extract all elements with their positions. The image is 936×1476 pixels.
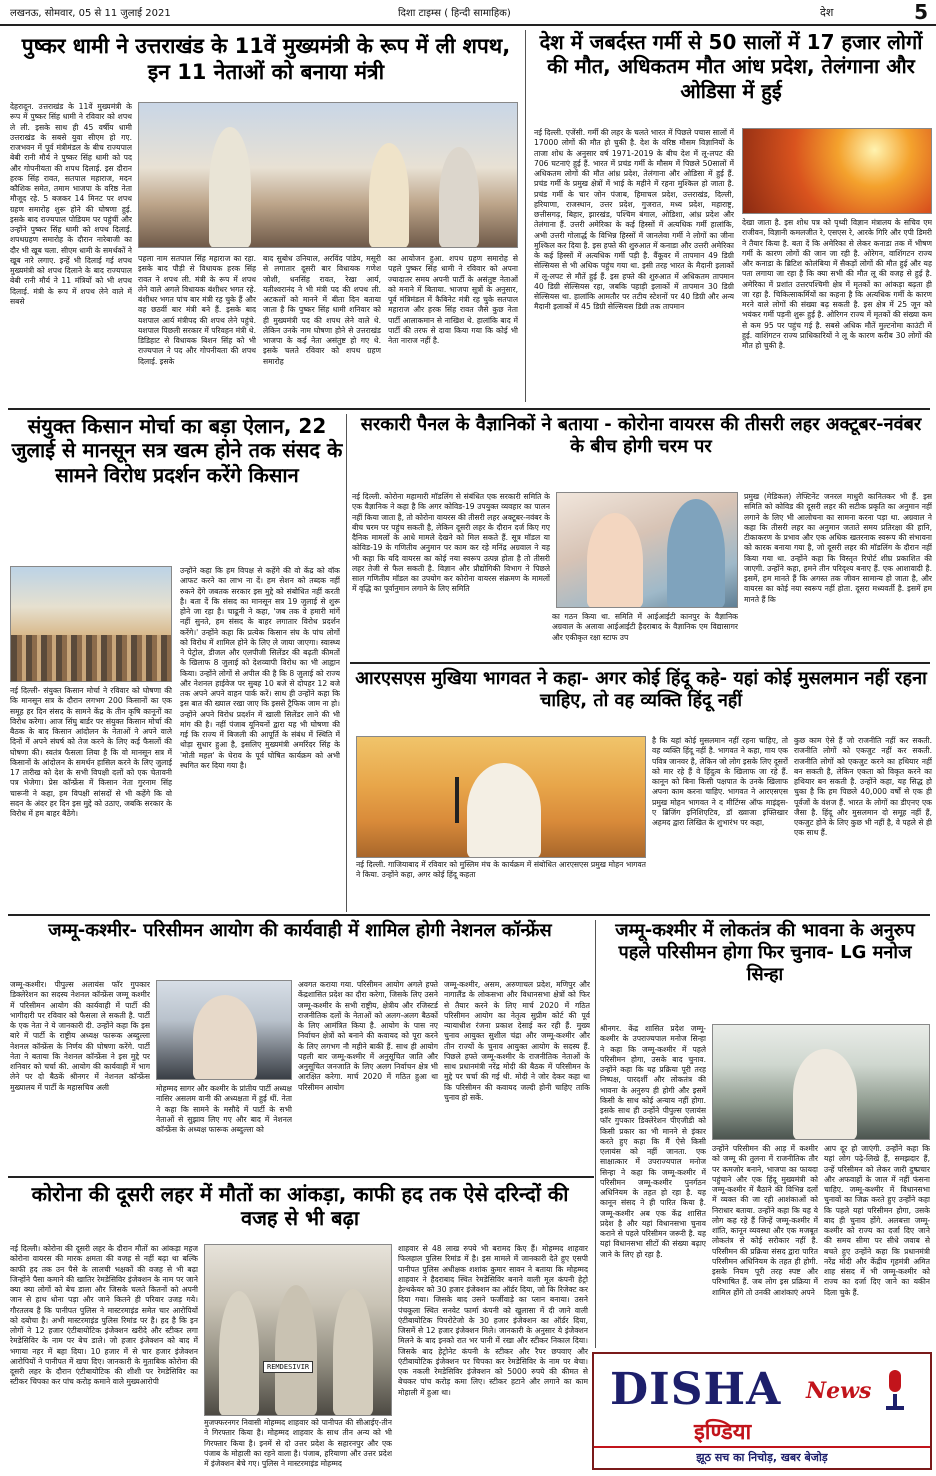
lg-figure — [793, 1049, 857, 1140]
story1-headline: पुष्कर धामी ने उत्तराखंड के 11वें मुख्यमंत्री के रूप में ली शपथ, इन 11 नेताओं को बनाया मंत्री — [21, 34, 511, 84]
crowd-silhouette — [11, 635, 171, 681]
story8-headline: कोरोना की दूसरी लहर में मौतों का आंकड़ा, काफी हद तक ऐसे दरिन्दों की वजह से भी बढ़ा — [31, 1182, 569, 1231]
portrait-figure — [193, 995, 257, 1080]
official-figure — [439, 147, 479, 248]
story8-caption: मुजफ्फरनगर निवासी मोहम्मद शाहवार को पानीपत की सीआईए-तीन ने गिरफ्तार किया है। मोहम्मद शाहवार के साथ तीन अन्य को भी गिरफ्तार किया है। इनमें से दो उत्तर प्रदेश के सहारनपुर और एक पंजाब के मोहाली का रहने वाला है। पंजाब, हरियाणा और उत्तर प्रदेश में इंजेक्शन बेचे गए। पुलिस ने मास्टरमाइंड मोहम्मद — [204, 1418, 392, 1468]
story6-headline: जम्मू-कश्मीर- परिसीमन आयोग की कार्यवाही में शामिल होगी नेशनल कॉन्फ्रेंस — [48, 920, 552, 941]
story7-col2: उन्होंने परिसीमन की आड़ में कश्मीर को जम्मू की तुलना में राजनीतिक तौर पर कमजोर बनाने, भाजपा का फायदा पहुंचाने और एक हिंदू मुख्यमंत्री को जम्मू-कश्मीर में बैठाने की विभिन्न दलों में व्यक्त की जा रही आशंकाओं को निराधार बताया. उन्होंने कहा कि यह ये लोग कह रहे हैं जिन्हें जम्मू-कश्मीर में शांति, कानून व्यवस्था और एक मजबूत लोकतंत्र से कोई सरोकार नहीं है. परिसीमन की प्रक्रिया संसद द्वारा पारित परिसीमन अधिनियम के तहत ही होगी. इसके नियम पूरी तरह स्पष्ट और परिभाषित हैं. जब लोग इस प्रक्रिया में शामिल होंगे तो उनकी आशंकाएं अपने — [712, 1144, 818, 1297]
story3-col2: उन्होंने कहा कि हम विपक्ष से कहेंगे की वो केंद्र को वॉक आफट करने का लाभ ना दें। हम सेशन को तब्दक नहीं रुकने देंगे जबतक सरकार इस मुद्दे को संबोधित नहीं करती है। बता दें कि संसद का मानसून सत्र 19 जुलाई से शुरू होने जा रहा है। चाढूनी ने कहा, 'जब तक वे हमारी मांगें नहीं सुनते, हम संसद के बाहर लगातार विरोध प्रदर्शन करेंगे।' उन्होंने कहा कि प्रत्येक किसान संघ के पांच लोगों को विरोध में शामिल होने के लिए ले जाया जाएगा। स्वास्थ्य ने पेट्रोल, डीजल और एलपीजी सिलेंडर की बढ़ती कीमतों के खिलाफ 8 जुलाई को देशव्यापी विरोध का भी आह्वान किया। उन्होंने लोगों से अपील की है कि 8 जुलाई को राज्य और नेशनल हाईवेज पर सुबह 10 बजे से दोपहर 12 बजे तक अपने अपने वाहन पार्क करें। साथ ही उन्होंने कहा कि इस बात की ख्याल रखा जाए कि इससे ट्रैफिक जाम ना हो। उन्होंने अपने विरोध प्रदर्शन में खाली सिलेंडर लाने की भी मांग की है। नहीं पंजाब यूनियनों द्वारा यह भी घोषणा की गई कि राज्य में बिजली की आपूर्ति के संबंध में स्थिति में थोड़ा सुधार हुआ है, इसलिए मुख्यमंत्री अमरिंदर सिंह के 'मोती महल' के घेराव के पूर्व घोषित कार्यक्रम को अभी स्थगित कर दिया गया है। — [180, 566, 340, 770]
logo-tagline: झूठ सच का निचोड़, खबर बेजोड़ — [594, 1446, 930, 1468]
section-rule — [8, 914, 930, 916]
story6-col1: जम्मू-कश्मीर। पीपुल्स अलायंस फॉर गुपकार डिक्लेरेशन का सदस्य नेशनल कॉन्फ्रेंस जम्मू कश्मीर में परिसीमन आयोग की कार्यवाही में पार्टी की भागीदारी पर रविवार को फैसला ले सकती है. पार्टी के एक नेता ने ये जानकारी दी. उन्होंने कहा कि इस बारे में पार्टी के राष्ट्रीय अध्यक्ष फारूक अब्दुल्ला नेशनल कॉन्फ्रेंस के निर्णय की घोषणा करेंगे. पार्टी नेता ने बताया कि नेशनल कॉन्फ्रेंस ने इस मुद्दे पर शनिवार को चर्चा की. आयोग की कार्यवाही में भाग लेने पर दो बैठकें श्रीनगर में नेशनल कॉन्फ्रेंस मुख्यालय में पार्टी के महासचिव अली — [10, 980, 150, 1092]
column-divider — [595, 920, 596, 1348]
story6-col2: अवगत कराया गया. परिसीमन आयोग अगले हफ्ते केंद्रशासित प्रदेश का दौरा करेगा, जिसके लिए उसने जम्मू-कश्मीर के सभी राष्ट्रीय, क्षेत्रीय और रजिस्टर्ड राजनीतिक दलों के नेताओं को अलग-अलग बैठकों के लिए आमंत्रित किया है. आयोग के पास नए निर्वाचन क्षेत्रों को बनाने की कवायद को पूरा करने के लिए लगभग नौ महीने बाकी हैं. साथ ही आयोग पहली बार जम्मू-कश्मीर में अनुसूचित जाति और अनुसूचित जनजाति के लिए अलग निर्वाचन क्षेत्र भी आरक्षित करेगा. मार्च 2020 में गठित हुआ था परिसीमन आयोग — [298, 980, 438, 1092]
issue-date: लखनऊ, सोमवार, 05 से 11 जुलाई 2021 — [10, 8, 171, 19]
column-divider — [525, 30, 526, 402]
section-name: देश — [820, 6, 834, 19]
health-worker-figure — [667, 499, 725, 608]
story4-col2: का गठन किया था. समिति में आईआईटी कानपुर के वैज्ञानिक अग्रवाल के अलावा आईआईटी हैदराबाद के वैज्ञानिक एम विद्यासागर और एकीकृत रक्षा स्टाफ उप — [552, 612, 738, 642]
section-rule — [8, 408, 930, 410]
cm-figure — [209, 127, 251, 248]
logo-india: इण्डिया — [694, 1420, 752, 1445]
story1-col3: बाद सुबोध उनियाल, अरविंद पांडेय, मसूरी से लगातार दूसरी बार विधायक गणेश जोशी, धनसिंह रावत, रेखा आर्य, यतीश्वरानंद ने भी मंत्री पद की शपथ ली. अटकलों को मानने में बीता दिन बताया जाता है कि पुष्कर सिंह धामी शनिवार को ही मुख्यमंत्री पद की शपथ लेने वाले थे. लेकिन उनके नाम घोषणा होने से उत्तराखंड भाजपा के कई नेता असंतुष्ट हो गए थे. इसके चलते रविवार को शपथ ग्रहण समारोह — [263, 254, 381, 366]
paper-name: दिशा टाइम्स ( हिन्दी सामाहिक) — [398, 8, 511, 19]
story6-caption: मोहम्मद सागर और कश्मीर के प्रांतीय पार्टी अध्यक्ष नासिर असलम वानी की अध्यक्षता में हुई थीं. नेता ने कहा कि सामने के मसौदे में पार्टी के सभी नेताओं से सुझाव लिए गए और बाद में नेशनल कॉन्फ्रेंस के अध्यक्ष फारूक अब्दुल्ला को — [156, 1084, 292, 1134]
oath-ceremony-photo — [138, 102, 518, 248]
story1-col1: देहरादून. उत्तराखंड के 11वें मुख्यमंत्री के रूप में पुष्कर सिंह धामी ने रविवार को शपथ ले ली. इसके साथ ही 45 वर्षीय धामी उत्तराखंड के सबसे युवा सीएम हो गए. राजभवन में पूर्व मंत्रीमंडल के बीच राज्यपाल बेबी रानी मौर्य ने पुष्कर सिंह धामी को पद और गोपनीयता की शपथ दिलाई. इस दौरान हरक सिंह रावत, सतपाल महाराज, मदन कौशिक समेत, तमाम भाजपा के वरिष्ठ नेता मौजूद रहे. 5 बजकर 14 मिनट पर शपथ ग्रहण समारोह शुरू होने की घोषणा हुई. इसके बाद राज्यपाल पोडियम पर पहुंचीं और उन्होंने पुष्कर सिंह धामी को शपथ दिलाई. शपथग्रहण समारोह के दौरान नारेबाजी का दौर भी खूब चला. सीएम धामी के समर्थकों ने खूब नारे लगाए. इन्हें भी दिलाई गई शपथ मुख्यमंत्री को शपथ दिलाने के बाद राज्यपाल बेबी रानी मौर्य ने 11 मंत्रियों को भी शपथ दिलाई. मंत्री के रूप में शपथ लेने वाले में सबसे — [10, 102, 132, 306]
story2-col1: नई दिल्ली. एजेंसी. गर्मी की लहर के चलते भारत में पिछले पचास सालों में 17000 लोगों की मौत हो चुकी है. देश के वरिष्ठ मौसम विज्ञानियों के ताजा शोध के अनुसार वर्ष 1971-2019 के बीच देश में लू-लपट की 706 घटनाएं हुई हैं. भारत में प्रचंड गर्मी के मौसम में पिछले 50सालों में अधिकतम लोगों की मौत आंध्र प्रदेश, तेलंगाना और ओडिसा में हुई हैं. प्रचंड गर्मी के प्रमुख क्षेत्रों में भाई के महीने में रहना मुश्किल हो जाता है. प्रचंड गर्मी के चार जोन पंजाब, हिमाचल प्रदेश, उत्तराखंड, दिल्ली, हरियाणा, राजस्थान, उत्तर प्रदेश, गुजरात, मध्य प्रदेश, महाराष्ट्र, छत्तीसगढ़, बिहार, झारखंड, पश्चिम बंगाल, ओडिशा, आंध्र प्रदेश और तेलंगाना हैं. उत्तरी अमेरिका के कई हिस्सों में अत्यधिक गर्मी हालांकि, अभी उत्तरी गोलार्द्ध के विभिन्न हिस्सों में जानलेवा गर्मी ने लोगों का जीना मुश्किल कर दिया है. इस हफ्ते की शुरुआत में कनाडा और उत्तरी अमेरिका के कई हिस्सों में अत्यधिक गर्मी पड़ी है. वैंकूवर में तापमान 49 डिग्री सेल्सियस से भी अधिक पहुंच गया था. इसी तरह भारत के मैदानी इलाकों में लू-लपट से मौतें हुई हैं. इस हफ्ते की शुरुआत में अधिकतम तापमान 40 डिग्री सेल्सियस रहा, जबकि पहाड़ी इलाकों में तापमान 30 डिग्री सेल्सियस था. हालांकि आमतौर पर तटीय स्टेशनों पर 40 डिग्री और अन्य मैदानी इलाकों में 45 डिग्री सेल्सियस डिग्री तक तापमान — [534, 128, 734, 312]
story6-col3: जम्मू-कश्मीर, असम, अरुणाचल प्रदेश, मणिपुर और नागालैंड के लोकसभा और विधानसभा क्षेत्रों को फिर से तैयार करने के लिए मार्च 2020 में गठित परिसीमन आयोग का नेतृत्व सुप्रीम कोर्ट की पूर्व न्यायाधीश रंजना प्रकाश देसाई कर रही हैं. मुख्य चुनाव आयुक्त सुशील चंद्रा और जम्मू-कश्मीर और तीन राज्यों के चुनाव आयुक्त आयोग के सदस्य हैं. पिछले हफ्ते जम्मू-कश्मीर के राजनीतिक नेताओं के साथ प्रधानमंत्री नरेंद्र मोदी की बैठक में परिसीमन के मुद्दे पर चर्चा की गई थी. मोदी ने जोर देकर कहा था कि परिसीमन की कवायद जल्दी होनी चाहिए ताकि चुनाव हो सकें. — [444, 980, 590, 1102]
story2-col2: देखा जाता है. इस शोध पत्र को पृथ्वी विज्ञान मंत्रालय के सचिव एम राजीवन, विज्ञानी कमलजीत रे, एसएस रे, आरके गिरि और एपी डिमरी ने तैयार किया है. बता दें कि अमेरिका से लेकर कनाडा तक में भीषण गर्मी के कारण लोगों की जान जा रही है. ओरेगन, वाशिंगटन राज्य और कनाडा के ब्रिटिश कोलंबिया में सैकड़ों लोगों की मौत हुई और यह पता लगाया जा रहा है कि क्या सभी की मौत लू की वजह से हुई है. अमेरिका में प्रशांत उत्तरपश्चिमी क्षेत्र में मृतकों का आंकड़ा बढ़ता ही जा रहा है. चिकित्साकर्मियों का कहना है कि अत्यधिक गर्मी के कारण मरने वाले लोगों की संख्या बढ़ सकती है. इस क्षेत्र में 25 जून को भयंकर गर्मी पड़नी शुरू हुई है. ओरिगन राज्य में मृतकों की संख्या कम से कम 95 पर पहुंच गई है. सबसे अधिक मौतें मुल्टनोमा काउंटी में हुई. वाशिंगटन राज्य प्राधिकारियों ने लू के कारण करीब 30 लोगों की मौत हो चुकी है. — [742, 218, 932, 350]
manoj-sinha-photo — [712, 1024, 930, 1140]
farooq-abdullah-photo — [156, 980, 292, 1080]
microphone-icon — [455, 777, 459, 823]
story8-col1: नई दिल्ली। कोरोना की दूसरी लहर के दौरान मौतों का आंकड़ा महज कोरोना वायरस की मारक क्षमता की वजह से नहीं बढ़ा था बल्कि काफी हद तक उन पैसे के लालची भक्षकों की वजह से भी बढ़ा जिन्होंने पैसा कमाने की खातिर रेमडेसिविर इंजेक्शन के नाम पर जाने क्या क्या लोगों को बेच डाला और जिसके चलते कितनों को अपनी जान से हाथ धोना पड़ा और जाने कितने ही परिवार उजड़ गये। गौरतलब है कि पानीपत पुलिस ने मास्टरमाइंड समेत चार आरोपियों को दबोचा है। अभी मास्टरमाइंड पुलिस रिमांड पर है। हद है कि इन लोगों ने 12 हजार एंटीबायोटिक इंजेक्शन खरीदे और स्टीकर लगा रेमडेसिविर के नाम पर बेच डाले। जो हजार इंजेक्शन को बाद में भगाया नहर में बहा दिया। 10 हजार में से चार हजार इंजेक्शन आरोपियों ने पानीपत में खपा दिए। जानकारी के मुताबिक कोरोना की दूसरी लहर के दौरान एंटीबायोटिक की शीशी पर रेमडेसिविर का स्टीकर चिपका कर पांच करोड़ कमाने वाले मुख्यआरोपी — [10, 1244, 198, 1387]
story5-col2: कुछ काम ऐसे हैं जो राजनीति नहीं कर सकती. राजनीति लोगों को एकजुट नहीं कर सकती. राजनीति लोगों को एकजुट करने का हथियार नहीं बन सकती है, लेकिन एकता को विकृत करने का हथियार बन सकती है. उन्होंने कहा, यह सिद्ध हो चुका है कि हम पिछले 40,000 वर्षों से एक ही पूर्वजों के वंशज हैं. भारत के लोगों का डीएनए एक जैसा है. हिंदू और मुसलमान दो समूह नहीं हैं, एकजुट होने के लिए कुछ भी नहीं है, वे पहले से ही एक साथ हैं. — [794, 736, 932, 838]
story4-headline: सरकारी पैनल के वैज्ञानिकों ने बताया - कोरोना वायरस की तीसरी लहर अक्टूबर-नवंबर के बीच होगी चरम पर — [360, 414, 922, 457]
story5-caption: नई दिल्ली. गाजियाबाद में रविवार को मुस्लिम मंच के कार्यक्रम में संबोधित आरएसएस प्रमुख मोहन भागवत ने किया. उन्होंने कहा, अगर कोई हिंदू कहता — [356, 860, 646, 880]
story4-col3: प्रमुख (मेडिकल) लेफ्टिनेंट जनरल माधुरी कानितकर भी हैं. इस समिति को कोविड की दूसरी लहर की सटीक प्रकृति का अनुमान नहीं लगाने के लिए भी आलोचना का सामना करना पड़ा था. अग्रवाल ने कहा कि तीसरी लहर का अनुमान जताते समय प्रतिरक्षा की हानि, टीकाकरण के प्रभाव और एक अधिक खतरनाक स्वरूप की संभावना को कारक बनाया गया है, जो दूसरी लहर की मॉडलिंग के दौरान नहीं किया गया था. उन्होंने कहा कि विस्तृत रिपोर्ट शीघ्र प्रकाशित की जाएगी. उन्होंने कहा, हमने तीन परिदृश्य बनाए हैं. एक आशावादी है. इसमें, हम मानते हैं कि अगस्त तक जीवन सामान्य हो जाता है, और वायरस का कोई नया स्वरूप नहीं होता. दूसरा मध्यवर्ती है. इसमें हम मानते हैं कि — [744, 492, 932, 604]
story8-col2: शाहवार से 48 लाख रुपये भी बरामद किए हैं। मोहम्मद शाहवार फिलहाल पुलिस रिमांड में है। इस मामले में जानकारी देते हुए एसपी पानीपत पुलिस अधीक्षक शशांक कुमार सावन ने बताया कि मोहम्मद शाहवार ने हैदराबाद स्थित रेमडेसिविर बनाने वाली मूल कंपनी हेट्रो हेल्थकेयर को 30 हजार इंजेक्शन का ऑर्डर दिया, जो कि रिजेक्ट कर दिया गया। जिसके बाद उसने फर्जीवाड़े का प्लान बनाया। उसने पंचकूला स्थित सनवेट फार्मा कंपनी को खुलासा में दी जाने वाली एंटीबायोटिक पिपरोटेजो के 30 हजार इंजेक्शन का ऑर्डर दिया, जिसमें से 12 हजार इंजेक्शन मिले। जानकारी के अनुसार ये इंजेक्शन मिलने के बाद इनको रात भर पानी में रखा और स्टीकर निकाल दिया। जिसके बाद हेट्रोनेट कंपनी के स्टीकर और रैपर छपवाए और एंटीबायोटिक इंजेक्शन पर चिपका कर रेमडेसिविर के नाम पर बेचा। एक नकली रेमडेसिविर इंजेक्शन को 5000 रुपये की कीमत से बेचकर पांच करोड़ कमा लिए। स्टीकर हटाने और लगाने का काम मोहाली में हुआ था। — [398, 1244, 588, 1397]
logo-news: News — [806, 1378, 872, 1404]
story4-col1: नई दिल्ली. कोरोना महामारी मॉडलिंग से संबंधित एक सरकारी समिति के एक वैज्ञानिक ने कहा है कि अगर कोविड-19 उपयुक्त व्यवहार का पालन नहीं किया जाता है, तो कोरोना वायरस की तीसरी लहर अक्टूबर-नवंबर के बीच चरम पर पहुंच सकती है, लेकिन दूसरी लहर के दौरान दर्ज किए गए दैनिक मामलों के आधे मामले देखने को मिल सकते हैं. सूत्र मॉडल या कोविड-19 के गणितीय अनुमान पर काम कर रहे मनिंद्र अग्रवाल ने यह भी कहा कि यदि वायरस का कोई नया स्वरूप उत्पन्न होता है तो तीसरी लहर तेजी से फैल सकती है. विज्ञान और प्रौद्योगिकी विभाग ने पिछले साल गणितीय मॉडल का उपयोग कर कोरोना वायरस संक्रमण के मामलों में वृद्धि का पूर्वानुमान लगाने के लिए समिति — [352, 492, 550, 594]
accused-figure-2 — [275, 1285, 317, 1416]
disha-news-logo — [592, 1352, 932, 1470]
microphone-icon — [880, 1368, 910, 1412]
arrested-accused-photo — [204, 1244, 392, 1416]
section-rule — [8, 1176, 594, 1178]
speaker-figure — [467, 763, 541, 858]
column-divider — [346, 414, 347, 912]
story7-col1: श्रीनगर. केंद्र शासित प्रदेश जम्मू-कश्मीर के उपराज्यपाल मनोज सिन्हा ने कहा कि जम्मू-कश्मीर में पहले परिसीमन होगा, उसके बाद चुनाव. उन्होंने कहा कि यह प्रक्रिया पूरी तरह निष्पक्ष, पारदर्शी और लोकतंत्र की भावना के अनुरुप ही होगी और इसमें किसी के साथ कोई अन्याय नहीं होगा. इसके साथ ही उन्होंने पीपुल्स एलायंस फॉर गुपकार डिक्लेरेशन पीएजीडी को किसी प्रकार का भी मानने से इंकार करते हुए कहा कि मैं ऐसे किसी एलायंस को नहीं जानता. एक साक्षात्कार में उपराज्यपाल मनोज सिन्हा ने कहा कि जम्मू-कश्मीर में परिसीमन जम्मू-कश्मीर पुनर्गठन अधिनियम के तहत हो रहा है. यह कानून संसद ने ही पारित किया है. जम्मू-कश्मीर अब एक केंद्र शासित प्रदेश है और यहां विधानसभा चुनाव कराने से पहले परिसीमन जरूरी है. यह यहां विधानसभा सीटों की संख्या बढ़ाए जाने के लिए हो रहा है. — [600, 1024, 706, 1259]
story5-headline: आरएसएस मुखिया भागवत ने कहा- अगर कोई हिंदू कहे- यहां कोई मुसलमान नहीं रहना चाहिए, तो वह व्यक्ति हिंदू नहीं — [355, 668, 927, 711]
story3-col1: नई दिल्ली- संयुक्त किसान मोर्चा ने रविवार को घोषणा की कि मानसून सत्र के दौरान लगभग 200 किसानों का एक समूह हर दिन संसद के सामने केंद्र के तीन कृषि कानूनों का विरोध करेगा। आज सिंघु बार्डर पर संयुक्त किसान मोर्चा की बैठक के बाद किसान आंदोलन के नेताओं ने अपने वाले दिनों में अपने संघर्ष को तेज करने के लिए कई फैसलों की घोषणा की। स्वतंत्र फैसला लिया है कि वो मानसून सत्र में किसानों के आंदोलन के समर्थन हासिल करने के लिए जुलाई 17 तारीख को देश के सभी विपक्षी दलों को एक चेतावनी पत्र भेजेगा। प्रेस कॉन्फ्रेंस में किसान नेता गुरनाम सिंह चारूनी ने कहा, हम विपक्षी सांसदों से भी कहेंगे कि वो सदन के अंदर हर दिन इस मुद्दे को उठाए, जबकि सरकार के विरोध में हम बाहर बैठेंगे। — [10, 686, 172, 818]
accused-figure-3 — [333, 1289, 373, 1416]
logo-brand: DISHA — [610, 1364, 782, 1415]
vaccination-photo — [556, 492, 738, 608]
story1-col2: पहला नाम सतपाल सिंह महाराज का रहा. इसके बाद पौड़ी से विधायक हरक सिंह रावत ने शपथ ली. मंत्री के रूप में शपथ लेने वाले अगले विधायक बंशीधर भगत रहे. बंशीधर भगत पांच बार मंत्री रह चुके हैं और वह छठवीं बार मंत्री बने हैं. इसके बाद यशपाल आर्य मंत्रीपद की शपथ लेने पहुंचे. यशपाल पिछली सरकार में परिवहन मंत्री थे. डिडिहाट से विधायक बिशन सिंह को भी राज्यपाल ने पद और गोपनीयता की शपथ दिलाई. इसके — [138, 254, 256, 366]
section-rule — [350, 662, 930, 664]
child-figure — [587, 513, 643, 608]
story7-headline: जम्मू-कश्मीर में लोकतंत्र की भावना के अनुरुप पहले परिसीमन होगा फिर चुनाव- LG मनोज सिन्हा — [615, 920, 915, 985]
accused-figure-1 — [219, 1291, 259, 1416]
story7-col3: आप दूर हो जाएंगी. उन्होंने कहा कि यहां लोग पढ़े-लिखे हैं, समझदार हैं, उन्हें परिसीमन को लेकर जारी दुष्प्रचार और अफवाहों के जाल में नहीं फंसना चाहिए. जम्मू-कश्मीर में विधानसभा चुनावों का जिक्र करते हुए उन्होंने कहा कि पहले यहां परिसीमन होगा, उसके बाद ही चुनाव होंगे. अलबत्ता जम्मू-कश्मीर को राज्य का दर्जा दिए जाने की समय सीमा पर सीधे जवाब से बचते हुए उन्होंने कहा कि प्रधानमंत्री नरेंद्र मोदी और केंद्रीय गृहमंत्री अमित शाह संसद में भी जम्मू-कश्मीर को राज्य का दर्जा दिए जाने का यकीन दिला चुके हैं. — [824, 1144, 930, 1297]
heatwave-photo — [742, 128, 932, 214]
governor-figure — [369, 143, 409, 248]
masthead — [0, 0, 936, 26]
story2-headline: देश में जबर्दस्त गर्मी से 50 सालों में 17 हजार लोगों की मौत, अधिकतम मौत आंध प्रदेश, तेलंगाना और ओडिसा में हुई — [539, 30, 923, 103]
story5-col1: है कि यहां कोई मुसलमान नहीं रहना चाहिए, तो वह व्यक्ति हिंदू नहीं है. भागवत ने कहा, गाय एक पवित्र जानवर है, लेकिन जो लोग इसके लिए दूसरों को मार रहे हैं वे हिंदुत्व के खिलाफ जा रहे हैं. कानून को बिना किसी पक्षपात के उनके खिलाफ अपना काम करना चाहिए. भागवत ने आरएसएस प्रमुख मोहन भागवत ने द मीटिंग्स ऑफ माइंड्स- ए ब्रिजिंग इनिशिएटिव, डॉ ख्वाजा इफ्तिखार अहमद द्वारा लिखित के शुभारंभ पर कहा, — [652, 736, 788, 827]
page-number: 5 — [914, 0, 928, 24]
bhagwat-speaking-photo — [356, 736, 646, 858]
story1-col4: का आयोजन हुआ. शपथ ग्रहण समारोह से पहले पुष्कर सिंह धामी ने रविवार को अपना ज्यादातर समय अपनी पार्टी के असंतुष्ट नेताओं को मनाने में बिताया. भाजपा सूत्रों के अनुसार, पूर्व मंत्रिमंडल में कैबिनेट मंत्री रह चुके सतपाल महाराज और हरक सिंह रावत जैसे कुछ नेता पार्टी आलाकमान से नाखिश थे. हालांकि बाद में पार्टी की तरफ से दावा किया गया कि कोई भी नेता नाराज नहीं है. — [388, 254, 518, 345]
farmers-protest-photo — [10, 566, 172, 682]
remdesivir-label: REMDESIVIR — [263, 1361, 313, 1373]
story3-headline: संयुक्त किसान मोर्चा का बड़ा ऐलान, 22 जुलाई से मानसून सत्र खत्म होने तक संसद के सामने विरोध प्रदर्शन करेंगे किसान — [11, 414, 343, 487]
